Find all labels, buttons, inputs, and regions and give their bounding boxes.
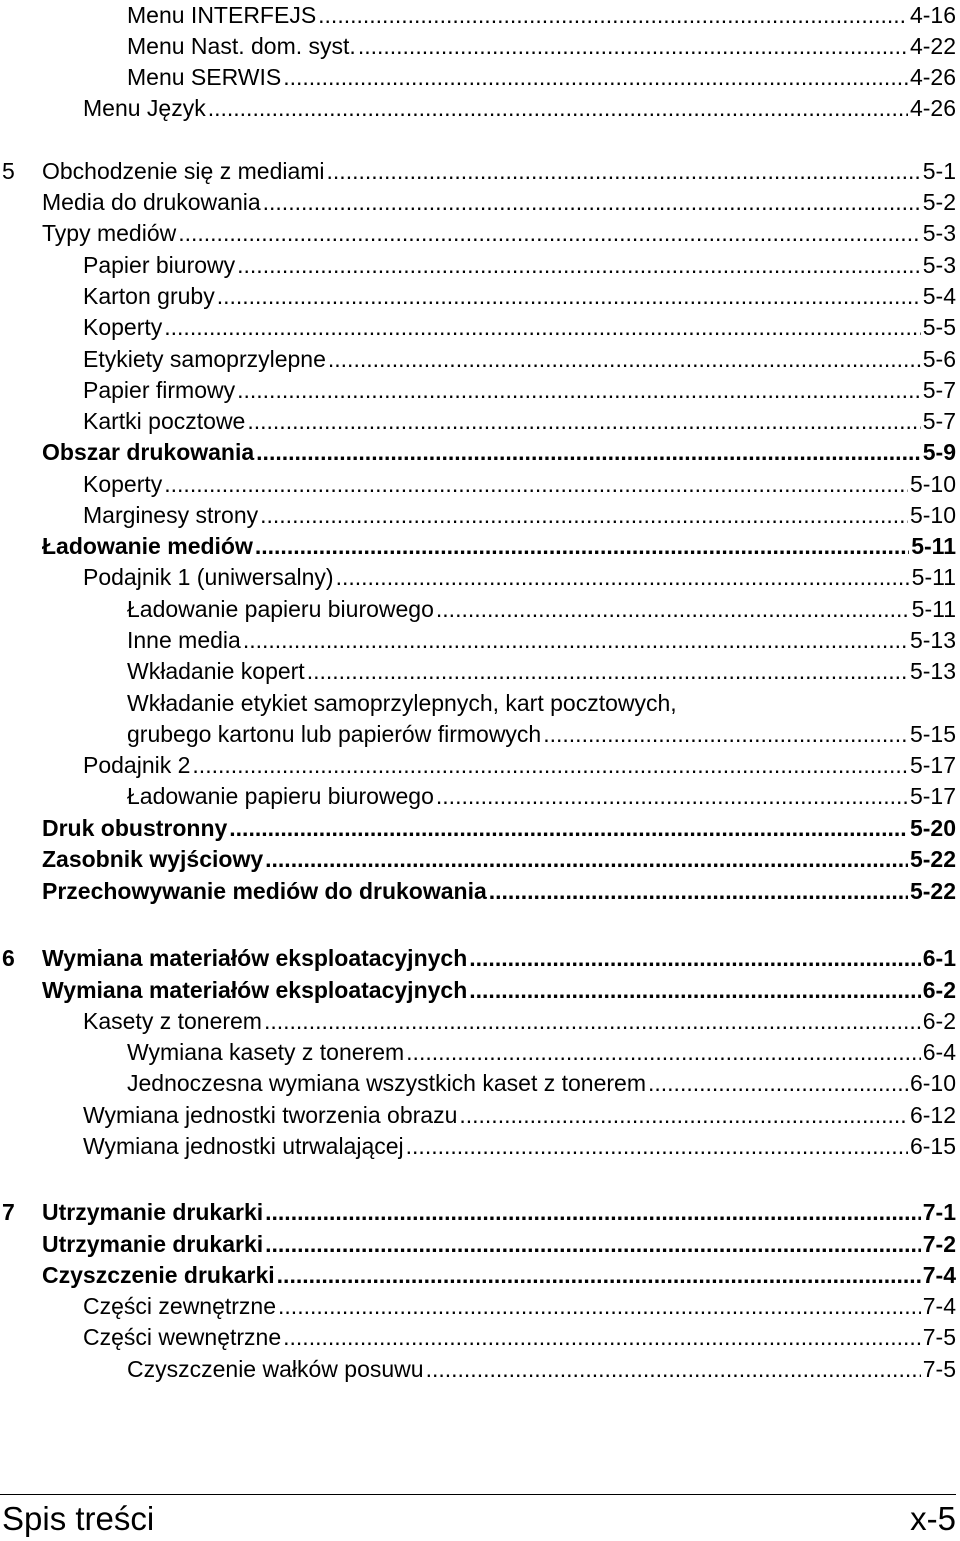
toc-entry-line <box>83 1131 956 1162</box>
toc-entry-line <box>83 344 956 375</box>
toc-entry-line <box>83 1322 956 1353</box>
dot-leader <box>406 1131 908 1162</box>
dot-leader <box>469 975 920 1006</box>
dot-leader <box>260 500 908 531</box>
toc-entry[interactable] <box>0 187 956 218</box>
toc-entry-title: Papier firmowy <box>83 375 237 406</box>
toc-entry-page: 6-15 <box>908 1131 956 1162</box>
dot-leader <box>265 1197 921 1228</box>
dot-leader <box>263 187 921 218</box>
toc-entry-page: 6-10 <box>908 1068 956 1099</box>
dot-leader <box>436 594 910 625</box>
chapter-number: 6 <box>2 945 15 971</box>
dot-leader <box>256 437 921 468</box>
toc-entry[interactable] <box>0 1197 956 1228</box>
dot-leader <box>265 844 908 875</box>
toc-entry-page: 4-16 <box>908 0 956 31</box>
toc-entry-line <box>42 531 956 562</box>
toc-entry-page: 5-7 <box>921 375 956 406</box>
dot-leader <box>247 406 920 437</box>
toc-entry[interactable] <box>0 719 956 750</box>
dot-leader <box>255 531 909 562</box>
toc-entry-line <box>83 312 956 343</box>
toc-entry-title: Części zewnętrzne <box>83 1291 278 1322</box>
dot-leader <box>164 469 908 500</box>
toc-entry-title: Czyszczenie drukarki <box>42 1260 277 1291</box>
dot-leader <box>283 1322 921 1353</box>
toc-entry-line <box>42 156 956 187</box>
toc-entry-title: Menu Nast. dom. syst. <box>127 31 358 62</box>
toc-entry-line <box>83 750 956 781</box>
toc-entry-page: 7-2 <box>921 1229 956 1260</box>
dot-leader <box>489 876 908 907</box>
toc-entry-line <box>83 1291 956 1322</box>
dot-leader <box>426 1354 921 1385</box>
toc-entry-line <box>83 281 956 312</box>
toc-entry-line <box>83 250 956 281</box>
dot-leader <box>459 1100 908 1131</box>
toc-entry-page: 5-10 <box>908 469 956 500</box>
toc-entry[interactable] <box>0 844 956 875</box>
toc-entry-page: 7-1 <box>921 1197 956 1228</box>
footer-page-number: x-5 <box>910 1500 956 1537</box>
dot-leader <box>543 719 908 750</box>
toc-entry-page: 7-5 <box>921 1322 956 1353</box>
chapter-number: 5 <box>2 158 15 184</box>
toc-entry-page: 7-4 <box>921 1291 956 1322</box>
toc-entry-title: Obszar drukowania <box>42 437 256 468</box>
toc-entry[interactable] <box>0 531 956 562</box>
dot-leader <box>307 656 908 687</box>
toc-entry[interactable] <box>0 469 956 500</box>
toc-entry-page: 5-22 <box>908 844 956 875</box>
toc-entry-title: Marginesy strony <box>83 500 260 531</box>
toc-entry-page: 5-9 <box>921 437 956 468</box>
toc-entry-title: Menu INTERFEJS <box>127 0 318 31</box>
dot-leader <box>192 750 908 781</box>
toc-entry[interactable] <box>0 31 956 62</box>
toc-entry-title: Przechowywanie mediów do drukowania <box>42 876 489 907</box>
toc-entry-title: Wymiana jednostki tworzenia obrazu <box>83 1100 459 1131</box>
dot-leader <box>265 1229 921 1260</box>
toc-entry-line <box>83 1100 956 1131</box>
toc-entry[interactable] <box>0 93 956 124</box>
dot-leader <box>229 813 908 844</box>
toc-entry[interactable] <box>0 750 956 781</box>
dot-leader <box>283 62 908 93</box>
dot-leader <box>648 1068 908 1099</box>
toc-entry-page: 4-22 <box>908 31 956 62</box>
dot-leader <box>278 1291 921 1322</box>
dot-leader <box>243 625 908 656</box>
toc-entry-line <box>127 625 956 656</box>
toc-entry-line <box>83 469 956 500</box>
toc-entry-line <box>42 1229 956 1260</box>
toc-entry-line <box>42 1260 956 1291</box>
toc-entry-line <box>127 62 956 93</box>
toc-entry-page: 5-3 <box>921 250 956 281</box>
toc-entry-page: 5-11 <box>909 531 956 562</box>
toc-entry-title: Czyszczenie wałków posuwu <box>127 1354 426 1385</box>
chapter-number: 7 <box>2 1199 15 1225</box>
toc-entry-title: Wymiana materiałów eksploatacyjnych <box>42 943 469 974</box>
dot-leader <box>336 562 910 593</box>
toc-entry-title: Papier biurowy <box>83 250 237 281</box>
toc-entry-title: Ładowanie papieru biurowego <box>127 594 436 625</box>
dot-leader <box>277 1260 921 1291</box>
toc-entry-title: Obchodzenie się z mediami <box>42 156 327 187</box>
toc-entry-page: 5-11 <box>910 594 956 625</box>
toc-entry-line <box>127 0 956 31</box>
toc-entry-page: 5-6 <box>921 344 956 375</box>
toc-entry-page: 6-2 <box>921 1006 956 1037</box>
toc-entry-title: Media do drukowania <box>42 187 263 218</box>
toc-entry-page: 6-4 <box>921 1037 956 1068</box>
toc-entry-page: 5-17 <box>908 750 956 781</box>
toc-entry-page: 5-2 <box>921 187 956 218</box>
toc-entry[interactable] <box>0 876 956 907</box>
toc-entry[interactable] <box>0 562 956 593</box>
toc-entry-title: Koperty <box>83 469 164 500</box>
toc-entry-title-line1: Wkładanie etykiet samoprzylepnych, kart pocztowych, <box>127 690 677 716</box>
toc-entry-page: 6-2 <box>921 975 956 1006</box>
toc-entry-title: Części wewnętrzne <box>83 1322 283 1353</box>
toc-entry[interactable] <box>0 1322 956 1353</box>
toc-entry-line <box>42 218 956 249</box>
toc-entry-page: 7-4 <box>921 1260 956 1291</box>
toc-entry-line <box>127 1037 956 1068</box>
toc-entry[interactable] <box>0 0 956 31</box>
toc-entry-line <box>83 1006 956 1037</box>
toc-entry-page: 5-11 <box>910 562 956 593</box>
toc-entry-page: 4-26 <box>908 62 956 93</box>
toc-entry-page: 5-7 <box>921 406 956 437</box>
toc-entry[interactable] <box>0 1291 956 1322</box>
toc-entry-title: Jednoczesna wymiana wszystkich kaset z tonerem <box>127 1068 648 1099</box>
toc-entry[interactable] <box>0 156 956 187</box>
dot-leader <box>217 281 921 312</box>
toc-entry-title: Wymiana materiałów eksploatacyjnych <box>42 975 469 1006</box>
toc-entry-line <box>42 943 956 974</box>
toc-entry[interactable] <box>0 62 956 93</box>
toc-entry-title: Menu Język <box>83 93 208 124</box>
toc-entry-page: 5-22 <box>908 876 956 907</box>
toc-entry-line <box>42 876 956 907</box>
toc-entry-page: 5-17 <box>908 781 956 812</box>
toc-entry-line <box>42 187 956 218</box>
toc-entry[interactable] <box>0 1037 956 1068</box>
toc-entry[interactable] <box>0 344 956 375</box>
toc-entry-page: 5-5 <box>921 312 956 343</box>
toc-entry-title: Podajnik 2 <box>83 750 192 781</box>
dot-leader <box>469 943 920 974</box>
footer-rule <box>0 1494 956 1495</box>
toc-entry[interactable] <box>0 1100 956 1131</box>
dot-leader <box>358 31 908 62</box>
toc-entry[interactable] <box>0 437 956 468</box>
toc-entry[interactable] <box>0 406 956 437</box>
toc-entry-title: Kartki pocztowe <box>83 406 247 437</box>
toc-entry-title: Ładowanie mediów <box>42 531 255 562</box>
toc-entry[interactable] <box>0 781 956 812</box>
toc-entry-line <box>127 594 956 625</box>
toc-entry-line <box>42 844 956 875</box>
toc-entry[interactable] <box>0 500 956 531</box>
toc-entry[interactable] <box>0 218 956 249</box>
toc-entry-title: Utrzymanie drukarki <box>42 1229 265 1260</box>
toc-entry[interactable] <box>0 1006 956 1037</box>
toc-entry[interactable] <box>0 813 956 844</box>
toc-entry-line <box>83 562 956 593</box>
toc-entry[interactable] <box>0 943 956 974</box>
toc-entry[interactable] <box>0 250 956 281</box>
toc-entry-title: Wymiana kasety z tonerem <box>127 1037 406 1068</box>
toc-entry-title: Druk obustronny <box>42 813 229 844</box>
toc-entry-title: Koperty <box>83 312 164 343</box>
dot-leader <box>164 312 920 343</box>
toc-entry[interactable] <box>0 594 956 625</box>
dot-leader <box>264 1006 921 1037</box>
toc-entry-page: 5-1 <box>921 156 956 187</box>
toc-entry-line <box>127 1068 956 1099</box>
dot-leader <box>237 250 921 281</box>
toc-entry-line <box>127 781 956 812</box>
dot-leader <box>237 375 921 406</box>
toc-entry-title: Zasobnik wyjściowy <box>42 844 265 875</box>
dot-leader <box>178 218 921 249</box>
toc-entry-title: Etykiety samoprzylepne <box>83 344 328 375</box>
toc-entry-line <box>42 1197 956 1228</box>
toc-entry-line <box>127 31 956 62</box>
toc-entry[interactable] <box>0 975 956 1006</box>
toc-entry-title: grubego kartonu lub papierów firmowych <box>127 719 543 750</box>
toc-entry[interactable] <box>0 281 956 312</box>
toc-entry[interactable] <box>0 625 956 656</box>
toc-entry-line <box>83 500 956 531</box>
toc-entry-line <box>83 93 956 124</box>
toc-entry-page: 7-5 <box>921 1354 956 1385</box>
toc-entry[interactable] <box>0 1354 956 1385</box>
toc-entry-title: Wymiana jednostki utrwalającej <box>83 1131 406 1162</box>
dot-leader <box>328 344 921 375</box>
toc-entry-line <box>127 1354 956 1385</box>
toc-entry-page: 5-10 <box>908 500 956 531</box>
toc-entry-title: Wkładanie kopert <box>127 656 307 687</box>
toc-entry-title: Menu SERWIS <box>127 62 283 93</box>
toc-entry[interactable] <box>0 312 956 343</box>
toc-entry-title: Kasety z tonerem <box>83 1006 264 1037</box>
toc-entry[interactable] <box>0 656 956 687</box>
toc-entry-title: Karton gruby <box>83 281 217 312</box>
toc-entry[interactable] <box>0 1229 956 1260</box>
toc-entry-page: 5-20 <box>908 813 956 844</box>
toc-entry-line <box>42 975 956 1006</box>
toc-entry-line <box>42 437 956 468</box>
toc-entry-line <box>83 375 956 406</box>
toc-entry-line <box>42 813 956 844</box>
toc-entry-page: 6-12 <box>908 1100 956 1131</box>
dot-leader <box>208 93 908 124</box>
toc-entry-title: Utrzymanie drukarki <box>42 1197 265 1228</box>
toc-entry-title: Inne media <box>127 625 243 656</box>
toc-entry-title: Podajnik 1 (uniwersalny) <box>83 562 336 593</box>
toc-entry-page: 6-1 <box>921 943 956 974</box>
toc-entry-page: 5-13 <box>908 625 956 656</box>
toc-entry[interactable] <box>0 375 956 406</box>
toc-entry-page: 4-26 <box>908 93 956 124</box>
toc-entry-line <box>127 719 956 750</box>
dot-leader <box>436 781 908 812</box>
dot-leader <box>406 1037 921 1068</box>
toc-entry-title: Typy mediów <box>42 218 178 249</box>
footer-section-title: Spis treści <box>2 1500 155 1537</box>
dot-leader <box>327 156 921 187</box>
toc-entry[interactable] <box>0 1260 956 1291</box>
toc-entry[interactable] <box>0 1131 956 1162</box>
toc-entry[interactable] <box>0 1068 956 1099</box>
toc-entry-page: 5-13 <box>908 656 956 687</box>
toc-entry-line <box>83 406 956 437</box>
toc-entry-title: Ładowanie papieru biurowego <box>127 781 436 812</box>
toc-entry-page: 5-3 <box>921 218 956 249</box>
toc-entry-line <box>127 656 956 687</box>
toc-entry-page: 5-4 <box>921 281 956 312</box>
dot-leader <box>318 0 908 31</box>
toc-entry-page: 5-15 <box>908 719 956 750</box>
